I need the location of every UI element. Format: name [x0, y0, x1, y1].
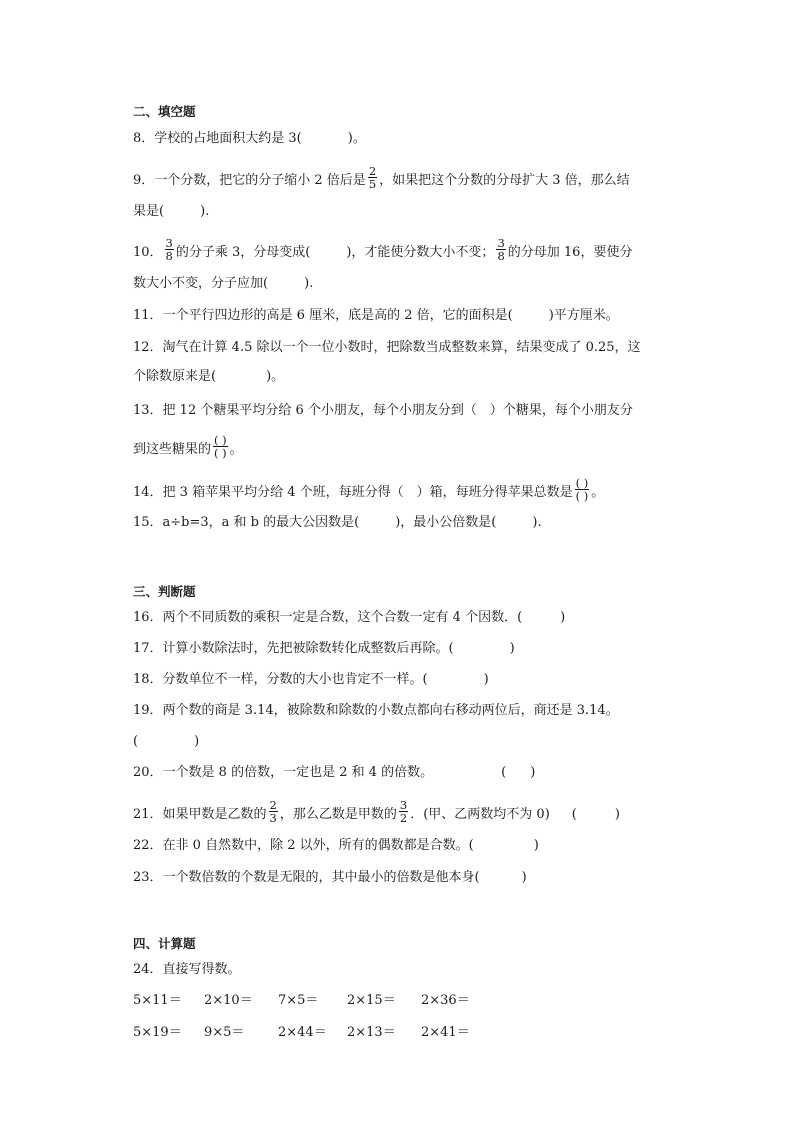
q10-f1-den: 8 [165, 249, 173, 263]
q12-text-2: 个除数原来是( [133, 369, 217, 384]
question-9-cont [133, 204, 209, 220]
q10-text: 的分子乘 3，分母变成( [175, 245, 311, 260]
q11-end: )平方厘米。 [548, 308, 619, 323]
q21-end: ) [614, 807, 620, 822]
question-21 [133, 798, 620, 827]
question-24: 24．直接写得数。 [133, 962, 241, 977]
section-heading-calculation: 四、计算题 [133, 936, 196, 951]
q8-text: 8．学校的占地面积大约是 3( [133, 131, 302, 146]
q9-text: 9．一个分数，把它的分子缩小 2 倍后是 [133, 173, 366, 188]
q23-end: ) [521, 870, 527, 885]
question-17 [133, 641, 515, 657]
q11-text: 11．一个平行四边形的高是 6 厘米，底是高的 2 倍，它的面积是( [133, 308, 513, 323]
question-19-cont [133, 734, 199, 750]
q21-text: 21．如果甲数是乙数的 [133, 807, 267, 822]
q15-text: 15．a÷b=3，a 和 b 的最大公因数是( [133, 515, 360, 530]
q9-text-2: ，如果把这个分数的分母扩大 3 倍，那么结 [379, 173, 630, 188]
calc-item: 2×44＝ [278, 1025, 327, 1040]
q19-end: ) [194, 734, 200, 749]
q10-text-4: 数大小不变，分子应加( [133, 276, 269, 291]
q21-fraction-1 [269, 799, 278, 824]
q12-text: 12．淘气在计算 4.5 除以一个一位小数时，把除数当成整数来算，结果变成了 0.25，这 [133, 340, 641, 355]
question-19 [133, 703, 619, 719]
calc-item: 2×36＝ [421, 993, 470, 1008]
question-18 [133, 672, 489, 688]
section-heading-true-false: 三、判断题 [133, 584, 196, 599]
q12-end: )。 [266, 369, 285, 384]
q20-open: ( [501, 765, 507, 780]
q21-text-3: ．(甲、乙两数均不为 0) [410, 807, 550, 822]
q10-text-2: )，才能使分数大小不变； [346, 245, 495, 260]
q13-frac-den: ( ) [214, 446, 227, 460]
q19-open: ( [133, 734, 139, 749]
q18-text: 18．分数单位不一样，分数的大小也肯定不一样。( [133, 672, 428, 687]
section-heading-fill-blank: 二、填空题 [133, 104, 196, 119]
q10-f1-num: 3 [165, 236, 173, 250]
q14-frac-num: ( ) [575, 476, 589, 490]
q18-end: ) [483, 672, 489, 687]
q21-open: ( [571, 807, 577, 822]
q13-end: 。 [229, 442, 243, 457]
question-11 [133, 308, 619, 324]
question-20 [133, 765, 535, 781]
question-14 [133, 476, 605, 505]
q10-fraction-1 [165, 237, 174, 262]
q14-text: 14．把 3 箱苹果平均分给 4 个班，每班分得（ ）箱，每班分得苹果总数是 [133, 485, 573, 500]
calc-item: 9×5＝ [204, 1025, 245, 1040]
q10-f2-num: 3 [497, 236, 505, 250]
q21-f2-den: 2 [399, 811, 408, 825]
q10-num: 10． [133, 245, 163, 260]
q10-end: ). [304, 276, 314, 291]
q15-end: ). [532, 515, 542, 530]
calc-item: 2×13＝ [347, 1025, 396, 1040]
q8-end: )。 [347, 131, 366, 146]
q23-text: 23．一个数倍数的个数是无限的，其中最小的倍数是他本身( [133, 870, 480, 885]
q9-frac-den: 5 [368, 177, 377, 191]
q17-text: 17．计算小数除法时，先把被除数转化成整数后再除。( [133, 641, 454, 656]
question-22 [133, 838, 539, 854]
q9-fraction [368, 165, 377, 190]
calc-item: 5×19＝ [133, 1025, 182, 1040]
q21-f1-num: 2 [269, 798, 277, 812]
q13-fraction [213, 434, 228, 459]
question-12 [133, 340, 641, 356]
question-10-cont [133, 276, 313, 292]
question-15 [133, 515, 542, 531]
calc-item: 5×11＝ [133, 993, 182, 1008]
q22-text: 22．在非 0 自然数中，除 2 以外，所有的偶数都是合数。( [133, 838, 474, 853]
question-16 [133, 610, 565, 626]
question-8 [133, 131, 366, 147]
question-23 [133, 870, 527, 886]
q14-fraction [575, 477, 590, 502]
q10-text-3: 的分母加 16，要使分 [507, 245, 633, 260]
calc-item: 2×41＝ [421, 1025, 470, 1040]
question-9 [133, 164, 630, 193]
q21-fraction-2 [399, 799, 408, 824]
q21-text-2: ，那么乙数是甲数的 [279, 807, 397, 822]
question-13-cont [133, 433, 243, 462]
question-10 [133, 236, 633, 265]
q10-f2-den: 8 [497, 249, 505, 263]
q22-end: ) [533, 838, 539, 853]
q15-text-2: )，最小公倍数是( [395, 515, 497, 530]
q9-frac-num: 2 [368, 164, 377, 178]
q9-end: ). [200, 204, 210, 219]
calc-item: 2×10＝ [204, 993, 253, 1008]
q16-text: 16．两个不同质数的乘积一定是合数，这个合数一定有 4 个因数．( [133, 610, 523, 625]
q13-text-2: 到这些糖果的 [133, 442, 212, 457]
q9-text-3: 果是( [133, 204, 165, 219]
q13-text: 13．把 12 个糖果平均分给 6 个小朋友，每个小朋友分到（ ）个糖果，每个小朋友分 [133, 403, 633, 418]
calc-item: 2×15＝ [347, 993, 396, 1008]
q21-f1-den: 3 [269, 811, 277, 825]
q21-f2-num: 3 [399, 798, 408, 812]
q19-text: 19．两个数的商是 3.14，被除数和除数的小数点都向右移动两位后，商还是 3.14。 [133, 703, 619, 718]
calc-item: 7×5＝ [278, 993, 319, 1008]
q13-frac-num: ( ) [214, 433, 227, 447]
q16-end: ) [560, 610, 566, 625]
question-12-cont [133, 369, 284, 385]
q10-fraction-2 [496, 237, 505, 262]
q20-end: ) [530, 765, 536, 780]
q20-text: 20．一个数是 8 的倍数，一定也是 2 和 4 的倍数。 [133, 765, 434, 780]
question-13 [133, 403, 633, 419]
q14-end: 。 [591, 485, 605, 500]
q14-frac-den: ( ) [575, 489, 589, 503]
q17-end: ) [509, 641, 515, 656]
